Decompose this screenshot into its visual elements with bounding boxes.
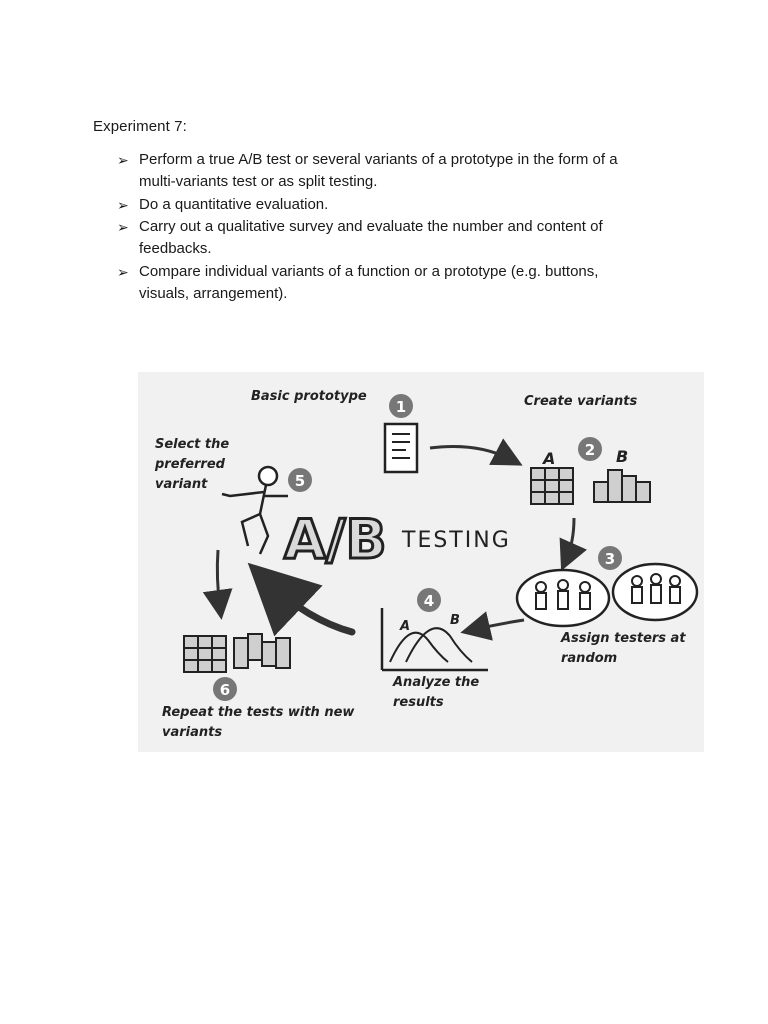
variant-a-label: A [543,449,556,468]
ab-title: A/B [284,508,387,571]
svg-text:2: 2 [584,441,596,459]
arrowhead-bullet-icon: ➢ [117,152,129,168]
step-6-label-line: variants [162,725,223,740]
bullet-item [117,194,637,216]
bullet-text: Do a quantitative evaluation. [139,195,329,213]
step-3-label-line: random [561,651,618,666]
svg-text:6: 6 [219,681,231,699]
tester-group-a-icon [517,570,609,626]
step-5-label-line: variant [155,477,208,492]
step-1-badge [389,394,413,418]
variant-b-label: B [616,447,629,466]
arrow-icon [217,550,220,608]
svg-text:1: 1 [395,398,407,416]
arrowhead-bullet-icon: ➢ [117,196,129,213]
step-6-badge [213,677,237,701]
experiment-heading: Experiment 7: [93,118,187,135]
step-2-label: Create variants [524,394,638,409]
bullet-item [117,149,637,193]
variant-b-blocks-icon [594,470,650,502]
testing-title: TESTING [402,528,511,553]
bullet-item [117,216,637,260]
step-3-label-line: Assign testers at [561,631,686,646]
step-5-label-line: preferred [155,457,225,472]
bullet-item [117,261,637,305]
running-person-icon [222,467,288,554]
step-4-badge [417,588,441,612]
arrow-icon [268,582,352,632]
new-variant-blocks-icon [184,634,290,672]
step-2-badge [578,437,602,461]
step-1-label: Basic prototype [251,389,367,404]
experiment-bullet-list [117,149,637,305]
document-icon [385,424,417,472]
distribution-chart-icon [382,608,488,670]
step-5-label-line: Select the [155,437,230,452]
chart-a-label: A [400,619,411,634]
arrow-icon [566,518,574,560]
step-5-badge [288,468,312,492]
ab-testing-illustration [138,372,704,752]
arrowhead-bullet-icon: ➢ [117,219,129,235]
variant-a-grid-icon [531,468,573,504]
arrow-icon [430,447,512,461]
arrow-icon [472,620,524,630]
step-6-label-line: Repeat the tests with new [162,705,355,720]
step-3-badge [598,546,622,570]
bullet-text: Perform a true A/B test or several variants of a prototype in the form of a multi-variants test or as split testing. [139,151,618,190]
bullet-text: Compare individual variants of a function or a prototype (e.g. buttons, visuals, arrangement). [139,262,599,302]
svg-text:3: 3 [604,550,616,568]
svg-text:4: 4 [423,592,435,610]
step-4-label-line: results [393,695,444,710]
step-4-label-line: Analyze the [393,675,480,690]
arrowhead-bullet-icon: ➢ [117,263,129,280]
svg-text:5: 5 [294,472,306,490]
bullet-text: Carry out a qualitative survey and evaluate the number and content of feedbacks. [139,218,603,257]
tester-group-b-icon [613,564,697,620]
chart-b-label: B [450,613,460,628]
